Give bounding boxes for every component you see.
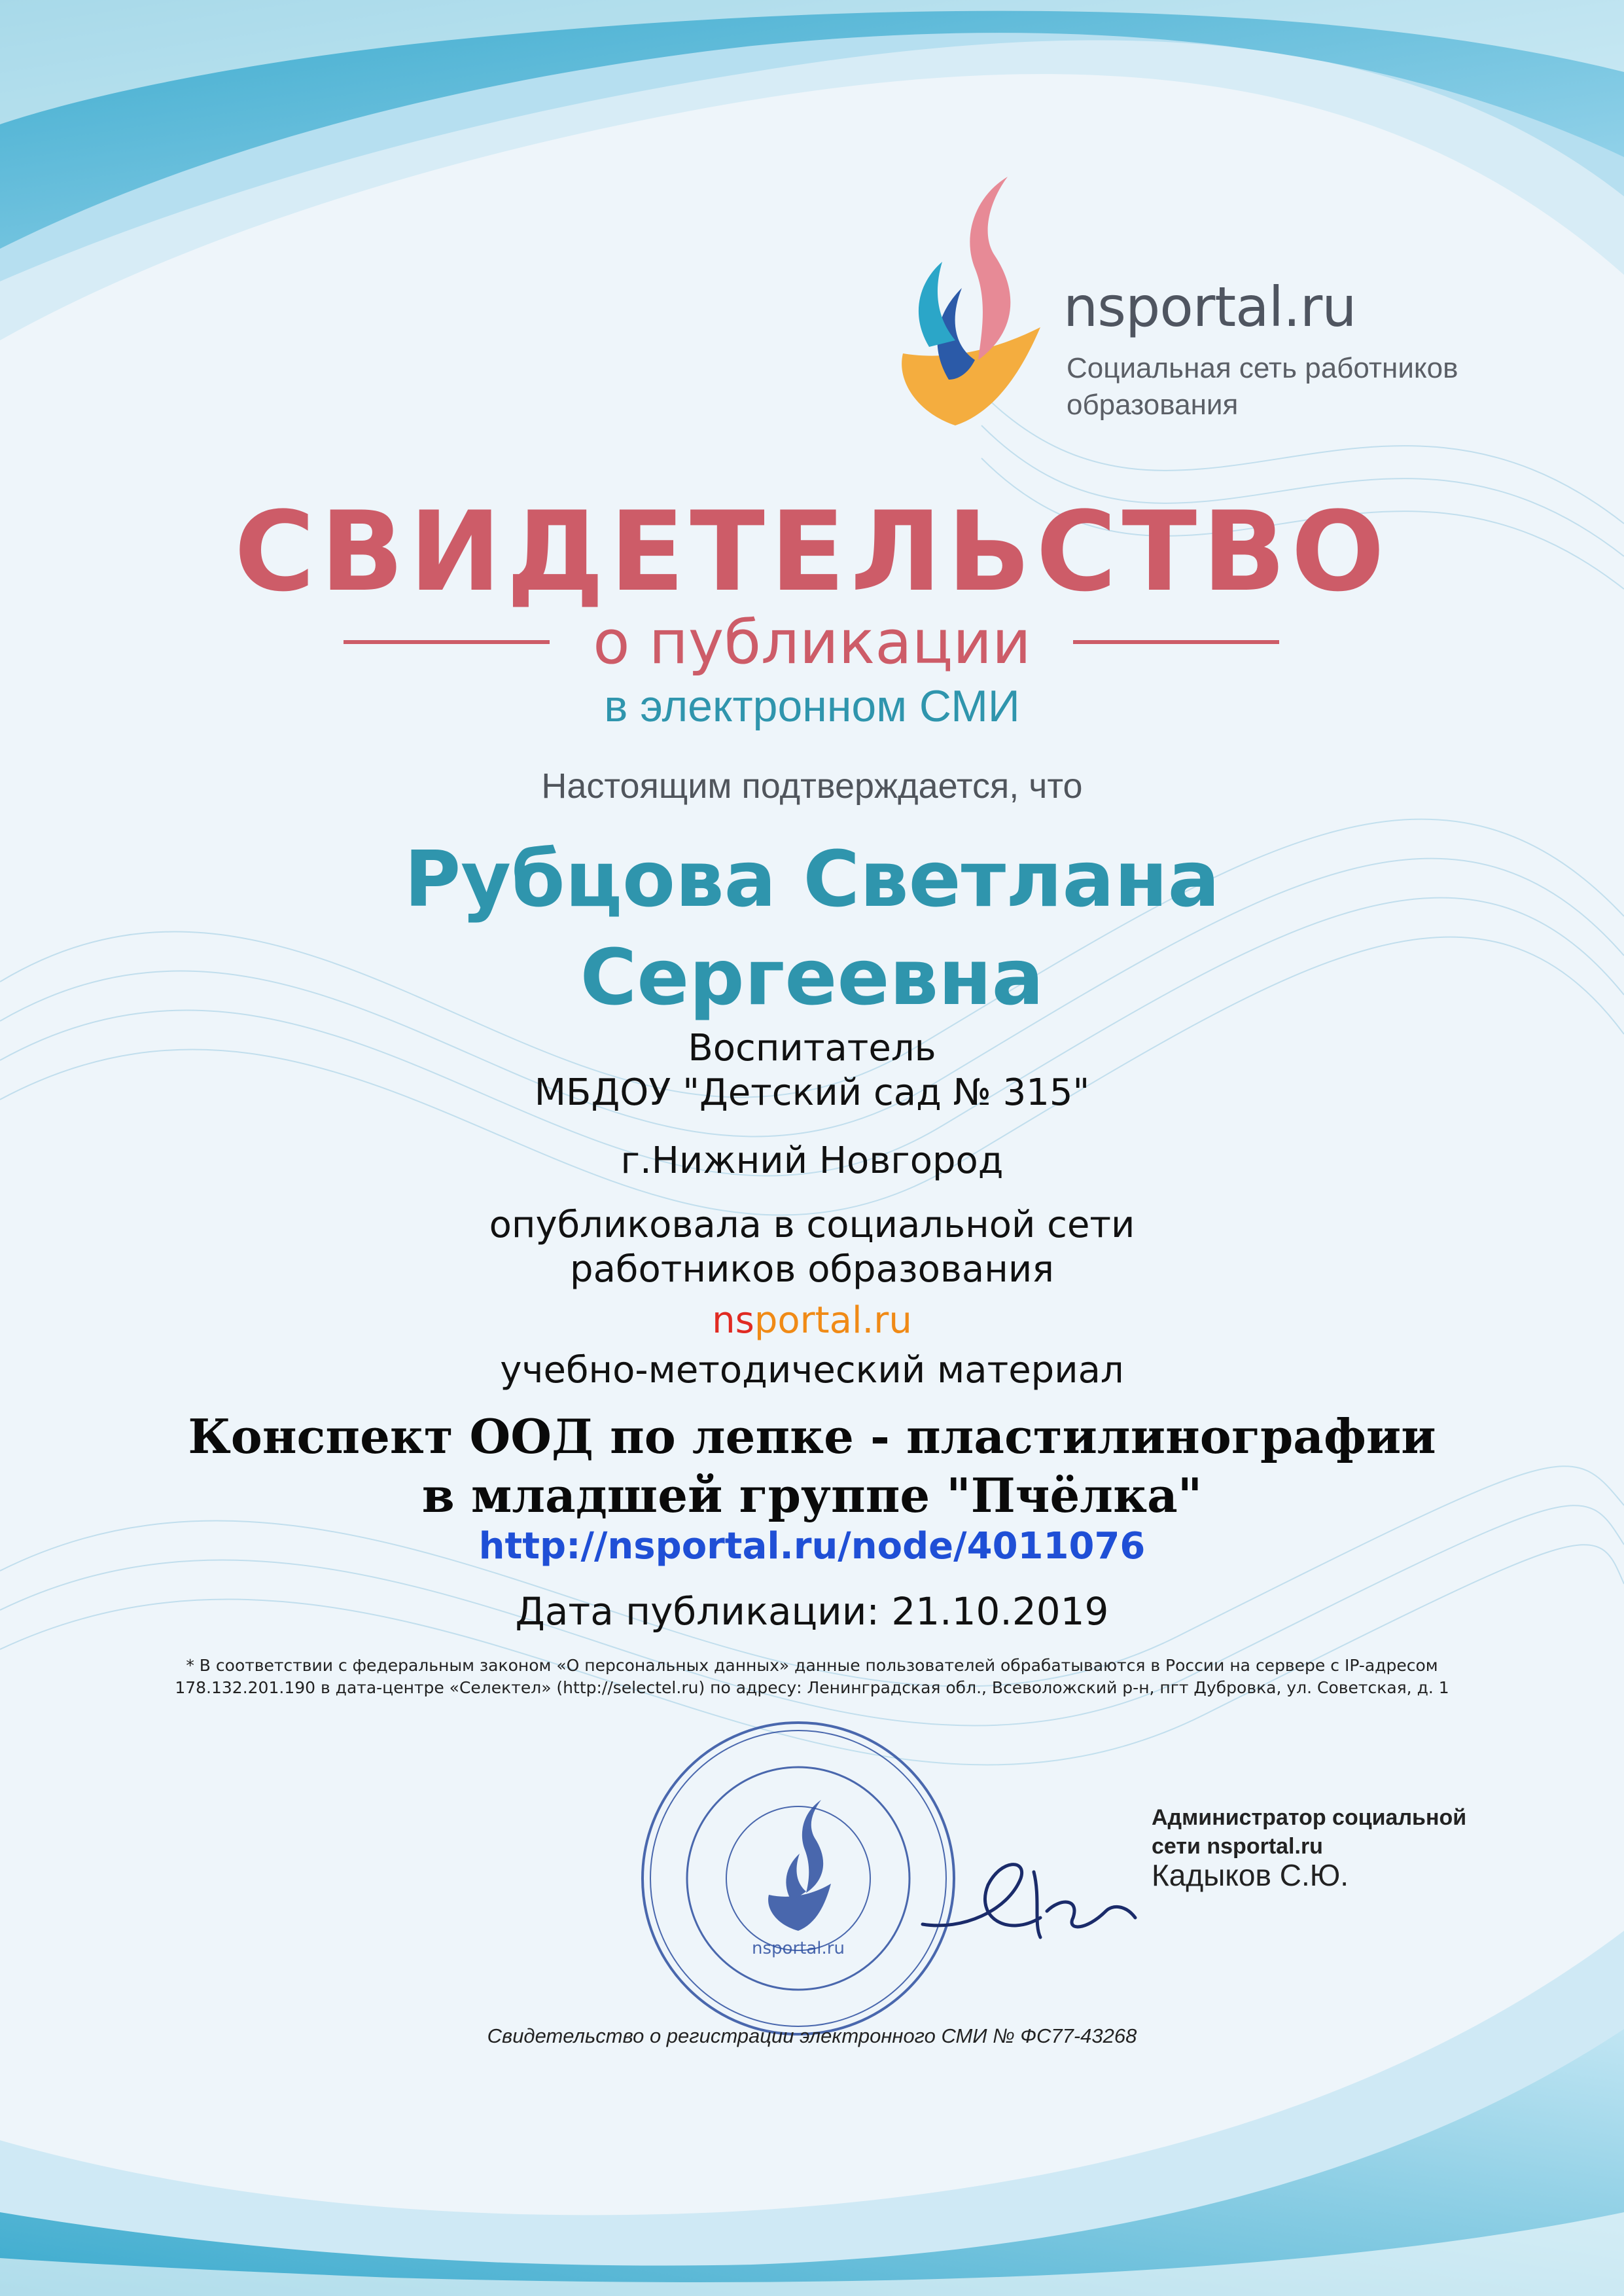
recipient-position: Воспитатель [688, 1027, 936, 1069]
recipient-city: г.Нижний Новгород [620, 1139, 1004, 1182]
nsportal-logo-icon [857, 164, 1053, 439]
signature-icon [909, 1833, 1145, 1964]
certificate-subtitle: о публикации [593, 607, 1031, 677]
publication-link[interactable]: http://nsportal.ru/node/4011076 [478, 1525, 1146, 1568]
subtitle-rule-right [1073, 640, 1279, 644]
admin-role [1152, 1803, 1466, 1861]
recipient-name-line1: Рубцова Светлана [404, 834, 1220, 924]
brand-name: nsportal.ru [1063, 275, 1356, 339]
registration-note: Свидетельство о регистрации электронного СМИ № ФС77-43268 [487, 2024, 1137, 2047]
material-type: учебно-методический материал [500, 1349, 1124, 1391]
admin-role-line1: Администратор социальной [1152, 1805, 1467, 1830]
admin-role-line2: сети nsportal.ru [1152, 1834, 1323, 1859]
footnote [0, 1655, 1624, 1699]
work-title-line2: в младшей группе "Пчёлка" [421, 1467, 1203, 1523]
recipient-name [0, 830, 1624, 1026]
work-title [0, 1407, 1624, 1525]
brand-tagline-line1: Социальная сеть работников [1067, 352, 1458, 384]
work-title-line1: Конспект ООД по лепке - пластилинографии [188, 1408, 1436, 1464]
brand-tagline-line2: образования [1067, 389, 1239, 421]
certificate-title: СВИДЕТЕЛЬСТВО [234, 488, 1390, 616]
stamp-center-text: nsportal.ru [752, 1939, 845, 1958]
admin-name: Кадыков С.Ю. [1152, 1858, 1349, 1892]
site-name-part1: ns [712, 1299, 754, 1342]
site-name-part2: portal.ru [754, 1299, 912, 1342]
published-line1: опубликовала в социальной сети [489, 1204, 1135, 1246]
footnote-line1: * В соответствии с федеральным законом «О персональных данных» данные пользователей обрабатываются в России на сервере с IP-адресом [186, 1656, 1438, 1675]
publication-date: Дата публикации: 21.10.2019 [515, 1589, 1109, 1634]
footnote-line2: 178.132.201.190 в дата-центре «Селектел» (http://selectel.ru) по адресу: Ленинградская обл., Всеволожский р-н, пгт Дубровка, ул. Советская, д. 1 [175, 1678, 1449, 1697]
recipient-organization: МБДОУ "Детский сад № 315" [534, 1071, 1090, 1114]
recipient-name-line2: Сергеевна [580, 932, 1044, 1022]
confirm-text: Настоящим подтверждается, что [541, 766, 1083, 806]
site-name [0, 1299, 1624, 1342]
brand-tagline [1067, 350, 1458, 423]
media-label: в электронном СМИ [604, 681, 1020, 731]
published-line2: работников образования [570, 1248, 1054, 1291]
